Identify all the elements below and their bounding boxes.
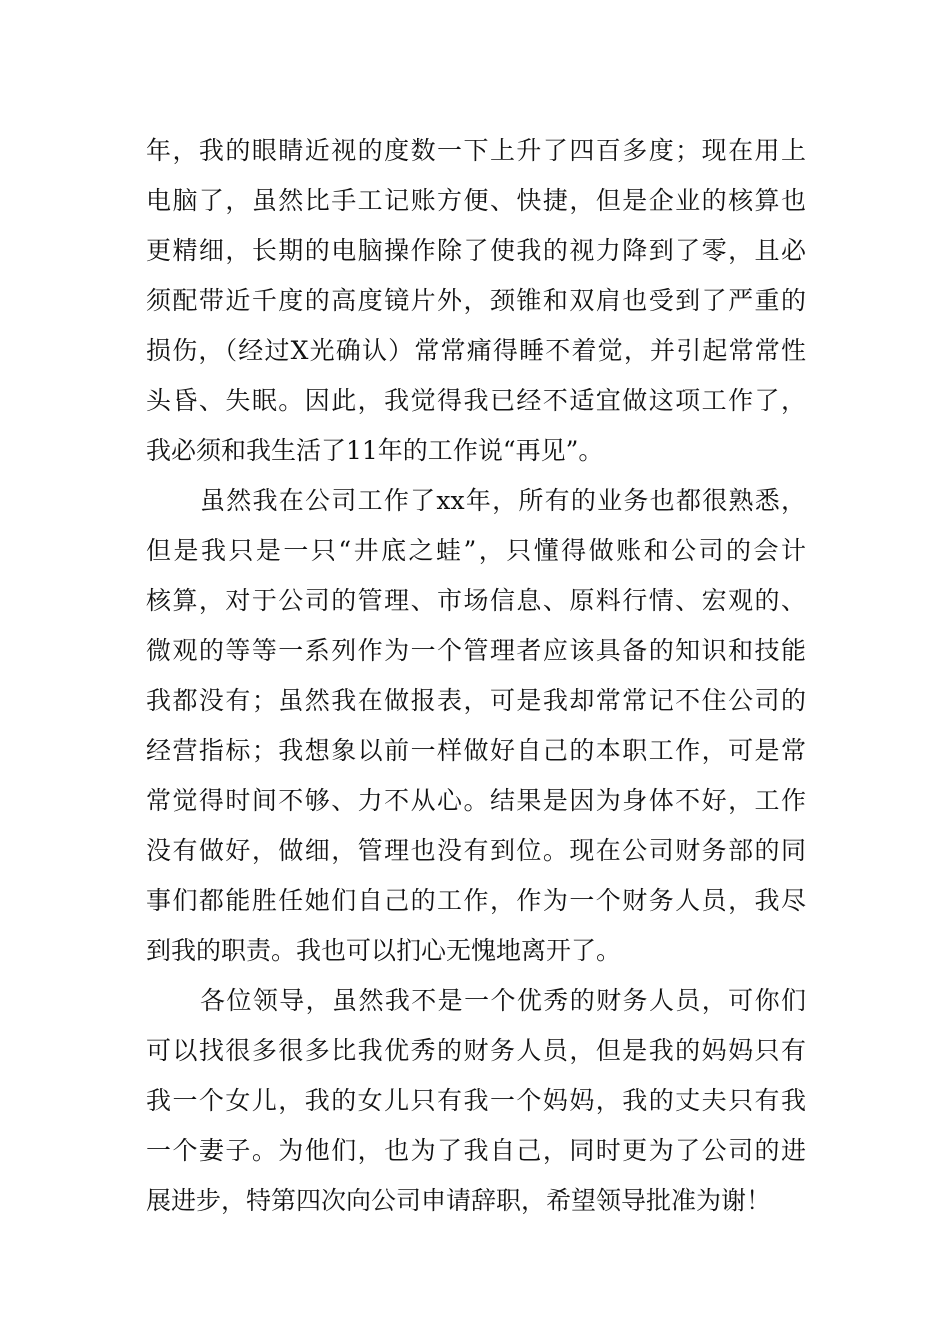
text-line: 电脑了，虽然比手工记账方便、快捷，但是企业的核算也 (146, 186, 806, 215)
text-line: 事们都能胜任她们自己的工作，作为一个财务人员，我尽 (146, 886, 806, 915)
text-line: 各位领导，虽然我不是一个优秀的财务人员，可你们 (200, 986, 806, 1015)
text-line: 可以找很多很多比我优秀的财务人员，但是我的妈妈只有 (146, 1036, 806, 1065)
text-line: 我都没有；虽然我在做报表，可是我却常常记不住公司的 (146, 686, 806, 715)
text-line: 常觉得时间不够、力不从心。结果是因为身体不好，工作 (146, 786, 806, 815)
text-line: 展进步，特第四次向公司申请辞职，希望领导批准为谢！ (146, 1186, 772, 1215)
text-line: 损伤，（经过X光确认）常常痛得睡不着觉，并引起常常性 (146, 336, 806, 365)
text-line: 须配带近千度的高度镜片外，颈锥和双肩也受到了严重的 (146, 286, 806, 315)
paragraph-3 (146, 976, 806, 1226)
text-line: 经营指标；我想象以前一样做好自己的本职工作，可是常 (146, 736, 806, 765)
text-line: 年，我的眼睛近视的度数一下上升了四百多度；现在用上 (146, 136, 806, 165)
text-line: 到我的职责。我也可以扪心无愧地离开了。 (146, 936, 622, 965)
text-line: 微观的等等一系列作为一个管理者应该具备的知识和技能 (146, 636, 806, 665)
paragraph-1 (146, 126, 806, 476)
text-line: 一个妻子。为他们，也为了我自己，同时更为了公司的进 (146, 1136, 806, 1165)
paragraph-2 (146, 476, 806, 976)
letter-body (146, 126, 806, 1226)
text-line: 我必须和我生活了11年的工作说“再见”。 (146, 436, 604, 465)
text-line: 头昏、失眠。因此，我觉得我已经不适宜做这项工作了， (146, 386, 806, 415)
text-line: 核算，对于公司的管理、市场信息、原料行情、宏观的、 (146, 586, 806, 615)
text-line: 没有做好，做细，管理也没有到位。现在公司财务部的同 (146, 836, 806, 865)
text-line: 更精细，长期的电脑操作除了使我的视力降到了零，且必 (146, 236, 806, 265)
text-line: 我一个女儿，我的女儿只有我一个妈妈，我的丈夫只有我 (146, 1086, 806, 1115)
text-line: 但是我只是一只“井底之蛙”，只懂得做账和公司的会计 (146, 536, 806, 565)
text-line: 虽然我在公司工作了xx年，所有的业务也都很熟悉， (200, 486, 806, 515)
